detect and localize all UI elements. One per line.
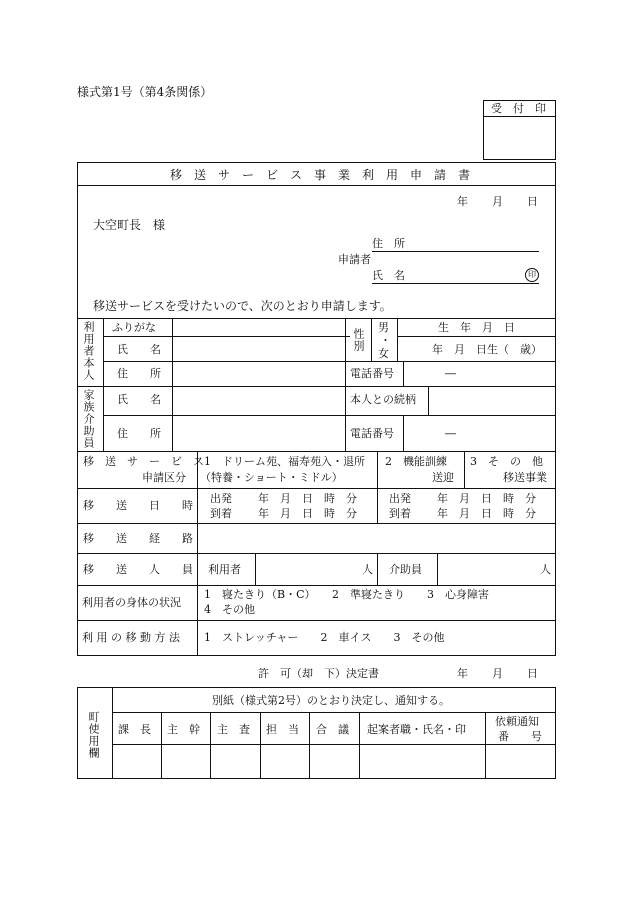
service-option-3-detail: 移送事業: [503, 471, 547, 484]
col-section-chief: 課 長: [118, 723, 151, 736]
intro-text: 移送サービスを受けたいので、次のとおり申請します。: [93, 299, 392, 313]
persons-user-label: 利用者: [208, 563, 241, 576]
col-drafter: 起案者職・氏名・印: [367, 723, 466, 736]
depart-datetime-a[interactable]: 年 月 日 時 分: [258, 492, 357, 505]
service-option-2[interactable]: 2 機能訓練: [385, 455, 447, 468]
decision-day: 日: [527, 667, 538, 680]
user-name-label: 氏 名: [117, 343, 161, 356]
persons-user-field[interactable]: [256, 554, 360, 585]
route-label: 移 送 経 路: [83, 532, 193, 545]
user-name-field[interactable]: [173, 337, 345, 361]
col-inspector: 主 査: [217, 723, 250, 736]
family-name-label: 氏 名: [117, 393, 161, 406]
depart-datetime-b[interactable]: 年 月 日 時 分: [437, 492, 536, 505]
route-field[interactable]: [198, 524, 556, 553]
stamp-cell-section-chief[interactable]: [113, 745, 161, 779]
date-day: 日: [527, 195, 538, 208]
stamp-cell-consultation[interactable]: [310, 745, 359, 779]
service-type-label: 移 送 サ ー ビ ス: [83, 455, 204, 468]
persons-label: 移 送 人 員: [83, 563, 193, 576]
col-request-number-2: 番 号: [498, 730, 542, 743]
family-name-field[interactable]: [173, 387, 345, 415]
depart-label-b: 出発: [389, 492, 411, 505]
applicant-label: 申請者: [338, 253, 371, 266]
service-option-1-detail: （特養・ショート・ミドル）: [200, 471, 343, 484]
applicant-name-line[interactable]: [372, 283, 539, 284]
relation-field[interactable]: [429, 387, 556, 415]
persons-user-unit: 人: [362, 563, 373, 576]
gender-dot: ・: [380, 334, 391, 347]
stamp-cell-chief-officer[interactable]: [162, 745, 210, 779]
transfer-datetime-label: 移 送 日 時: [83, 499, 193, 512]
col-chief-officer: 主 幹: [167, 723, 200, 736]
arrive-label-a: 到着: [210, 507, 232, 520]
movement-label: 利 用 の 移 動 方 法: [82, 631, 180, 644]
stamp-cell-request-number[interactable]: [486, 745, 555, 779]
decision-title: 許 可（却 下）決定書: [258, 667, 379, 680]
service-option-3[interactable]: 3 そ の 他: [470, 455, 543, 468]
town-use-side-label: 町使用欄: [87, 711, 100, 759]
decision-month: 月: [492, 667, 503, 680]
form-number: 様式第1号（第4条関係）: [77, 85, 213, 99]
service-type-label-2: 申請区分: [142, 471, 186, 484]
town-use-notice: 別紙（様式第2号）のとおり決定し、通知する。: [212, 694, 450, 707]
family-address-field[interactable]: [173, 416, 345, 451]
receipt-stamp-label: 受 付 印: [491, 102, 546, 115]
gender-label: 性別: [352, 328, 365, 352]
body-condition-options-2[interactable]: 4 その他: [204, 603, 255, 616]
applicant-name-label: 氏 名: [372, 269, 405, 282]
birth-value[interactable]: 年 月 日生（ 歳）: [432, 343, 542, 356]
movement-options[interactable]: 1 ストレッチャー 2 車イス 3 その他: [204, 631, 445, 644]
service-option-1[interactable]: 1 ドリーム苑、福寿苑入・退所: [204, 455, 365, 468]
family-phone-label: 電話番号: [350, 427, 394, 440]
col-request-number: 依頼通知: [495, 715, 539, 728]
user-side-label: 利用者本人: [82, 321, 95, 381]
col-consultation: 合 議: [316, 723, 349, 736]
seal-mark: 印: [525, 268, 539, 282]
date-month: 月: [492, 195, 503, 208]
relation-label: 本人との続柄: [350, 393, 416, 406]
depart-label-a: 出発: [210, 492, 232, 505]
persons-helper-unit: 人: [540, 563, 551, 576]
family-address-label: 住 所: [117, 427, 161, 440]
service-option-2-detail: 送迎: [432, 471, 454, 484]
body-condition-label: 利用者の身体の状況: [82, 596, 181, 609]
user-address-field[interactable]: [173, 362, 345, 386]
gender-female[interactable]: 女: [378, 347, 389, 360]
decision-year: 年: [457, 667, 468, 680]
body-condition-options-1[interactable]: 1 寝たきり（B・C） 2 準寝たきり 3 心身障害: [204, 588, 489, 601]
stamp-cell-in-charge[interactable]: [261, 745, 309, 779]
family-side-label: 家族介助員: [82, 389, 95, 449]
addressee: 大空町長 様: [93, 218, 166, 232]
persons-helper-label: 介助員: [389, 563, 422, 576]
furigana-field[interactable]: [173, 319, 345, 336]
date-year: 年: [457, 195, 468, 208]
user-phone-label: 電話番号: [350, 367, 394, 380]
arrive-datetime-b[interactable]: 年 月 日 時 分: [437, 507, 536, 520]
furigana-label: ふりがな: [112, 321, 156, 334]
user-phone-dash[interactable]: ―: [445, 367, 456, 380]
applicant-address-label: 住 所: [372, 237, 405, 250]
arrive-datetime-a[interactable]: 年 月 日 時 分: [258, 507, 357, 520]
arrive-label-b: 到着: [389, 507, 411, 520]
stamp-cell-inspector[interactable]: [211, 745, 260, 779]
stamp-cell-drafter[interactable]: [360, 745, 485, 779]
persons-helper-field[interactable]: [438, 554, 538, 585]
family-phone-dash[interactable]: ―: [445, 427, 456, 440]
form-title: 移 送 サ ー ビ ス 事 業 利 用 申 請 書: [170, 168, 471, 182]
applicant-address-line[interactable]: [372, 251, 539, 252]
col-in-charge: 担 当: [266, 723, 299, 736]
birth-header: 生 年 月 日: [438, 321, 515, 334]
gender-male[interactable]: 男: [378, 321, 389, 334]
user-address-label: 住 所: [117, 367, 161, 380]
